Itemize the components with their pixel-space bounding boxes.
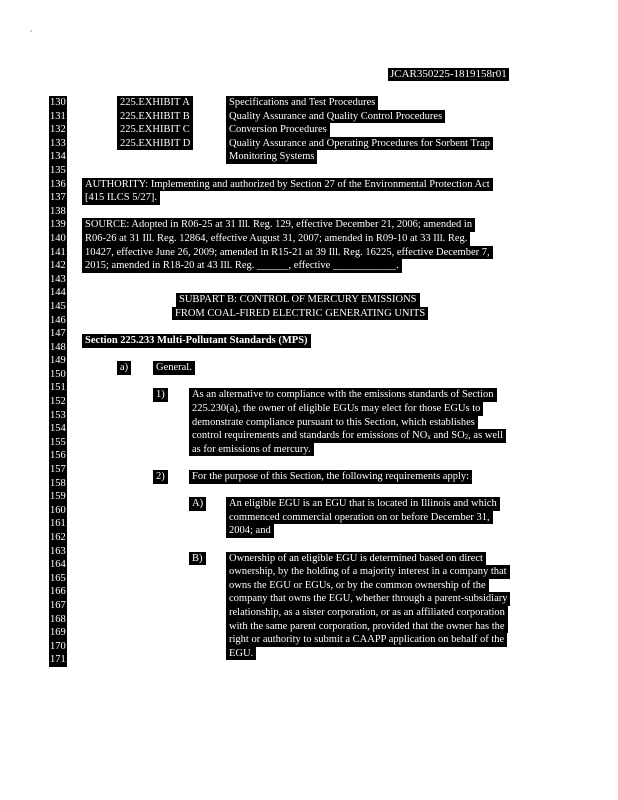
line-number: 170	[50, 640, 66, 652]
item-2-label: 2)	[153, 470, 168, 484]
item-1-line4	[189, 429, 506, 443]
line-number: 149	[50, 355, 66, 367]
exhibit-d-title-line2: Monitoring Systems	[226, 150, 317, 164]
line-number: 139	[50, 219, 66, 231]
line-number: 141	[50, 246, 66, 258]
item-1-line2: 225.230(a), the owner of eligible EGUs may elect for those EGUs to	[189, 402, 483, 416]
line-number: 163	[50, 545, 66, 557]
line-number: 157	[50, 464, 66, 476]
source-line2: R06-26 at 31 Ill. Reg. 12864, effective August 31, 2007; amended in R09-10 at 33 Ill. Reg.	[82, 232, 470, 246]
line-number: 137	[50, 192, 66, 204]
line-number: 166	[50, 586, 66, 598]
line-number: 153	[50, 409, 66, 421]
line-number: 151	[50, 382, 66, 394]
item-A-label: A)	[189, 497, 206, 511]
item-A-line2: commenced commercial operation on or before December 31,	[226, 511, 493, 525]
source-line4: 2015; amended in R18-20 at 43 Ill. Reg. ______, effective ____________.	[82, 259, 402, 273]
item-A-line1: An eligible EGU is an EGU that is located in Illinois and which	[226, 497, 500, 511]
scan-speck	[30, 30, 32, 32]
line-number: 168	[50, 613, 66, 625]
line-number: 150	[50, 368, 66, 380]
line-number: 147	[50, 328, 66, 340]
line-number: 156	[50, 450, 66, 462]
line-number-column	[49, 96, 67, 667]
line-number: 144	[50, 287, 66, 299]
line-number: 155	[50, 436, 66, 448]
item-1-line5: as for emissions of mercury.	[189, 443, 314, 457]
item-1-line4-mid: and SO	[430, 430, 465, 442]
line-number: 159	[50, 491, 66, 503]
line-number: 160	[50, 504, 66, 516]
item-1-nox-subscript: x	[427, 433, 431, 442]
line-number: 145	[50, 300, 66, 312]
subpart-heading-line1: SUBPART B: CONTROL OF MERCURY EMISSIONS	[176, 293, 420, 307]
item-1-line4-post: , as well	[468, 430, 503, 442]
item-1-label: 1)	[153, 388, 168, 402]
item-B-line8: EGU.	[226, 647, 256, 661]
source-line3: 10427, effective June 26, 2009; amended in R15-21 at 39 Ill. Reg. 16225, effective December 7,	[82, 246, 493, 260]
exhibit-c-title: Conversion Procedures	[226, 123, 330, 137]
item-B-line6: with the same parent corporation, provided that the owner has the	[226, 620, 508, 634]
section-heading: Section 225.233 Multi-Pollutant Standards (MPS)	[82, 334, 311, 348]
line-number: 142	[50, 260, 66, 272]
item-1-line4-pre: control requirements and standards for emissions of NO	[192, 430, 428, 442]
line-number: 143	[50, 273, 66, 285]
item-B-line7: right or authority to submit a CAAPP application on behalf of the	[226, 633, 507, 647]
line-number: 130	[50, 97, 66, 108]
subsection-a-text: General.	[153, 361, 195, 375]
item-1-line1: As an alternative to compliance with the emissions standards of Section	[189, 388, 497, 402]
subsection-a-label: a)	[117, 361, 131, 375]
exhibit-c-code: 225.EXHIBIT C	[117, 123, 193, 137]
line-number: 148	[50, 341, 66, 353]
line-number: 154	[50, 423, 66, 435]
line-number: 140	[50, 232, 66, 244]
item-B-line4: company that owns the EGU, whether through a parent-subsidiary	[226, 592, 510, 606]
line-number: 132	[50, 124, 66, 136]
item-B-line1: Ownership of an eligible EGU is determined based on direct	[226, 552, 486, 566]
subpart-heading-line2: FROM COAL-FIRED ELECTRIC GENERATING UNITS	[172, 307, 428, 321]
line-number: 152	[50, 396, 66, 408]
line-number: 162	[50, 532, 66, 543]
line-number: 133	[50, 137, 66, 149]
item-2-text: For the purpose of this Section, the following requirements apply:	[189, 470, 472, 484]
line-number: 135	[50, 164, 66, 176]
document-id: JCAR350225-1819158r01	[390, 68, 507, 80]
exhibit-b-title: Quality Assurance and Quality Control Procedures	[226, 110, 445, 124]
item-B-line2: ownership, by the holding of a majority interest in a company that	[226, 565, 510, 579]
line-number: 171	[50, 654, 66, 666]
item-1-line3: demonstrate compliance pursuant to this Section, which establishes	[189, 416, 478, 430]
authority-line2: [415 ILCS 5/27].	[82, 191, 160, 205]
exhibit-b-code: 225.EXHIBIT B	[117, 110, 193, 124]
line-number: 164	[50, 559, 66, 571]
line-number: 134	[50, 151, 66, 163]
line-number: 161	[50, 518, 66, 530]
exhibit-d-title-line1: Quality Assurance and Operating Procedures for Sorbent Trap	[226, 137, 493, 151]
line-number: 146	[50, 314, 66, 326]
source-line1: SOURCE: Adopted in R06-25 at 31 Ill. Reg. 129, effective December 21, 2006; amended in	[82, 218, 475, 232]
item-B-line3: owns the EGU or EGUs, or by the common ownership of the	[226, 579, 489, 593]
authority-line1: AUTHORITY: Implementing and authorized by Section 27 of the Environmental Protection Act	[82, 178, 493, 192]
item-B-label: B)	[189, 552, 206, 566]
line-number: 138	[50, 205, 66, 217]
item-B-line5: relationship, as a sister corporation, or as an affiliated corporation	[226, 606, 508, 620]
line-number: 136	[50, 178, 66, 190]
item-1-so2-subscript: 2	[464, 433, 469, 442]
line-number: 167	[50, 599, 66, 611]
line-number: 158	[50, 477, 66, 489]
item-A-line3: 2004; and	[226, 524, 274, 538]
line-number: 169	[50, 627, 66, 639]
exhibit-a-title: Specifications and Test Procedures	[226, 96, 378, 110]
exhibit-d-code: 225.EXHIBIT D	[117, 137, 193, 151]
line-number: 131	[50, 110, 66, 122]
line-number: 165	[50, 572, 66, 584]
exhibit-a-code: 225.EXHIBIT A	[117, 96, 193, 110]
